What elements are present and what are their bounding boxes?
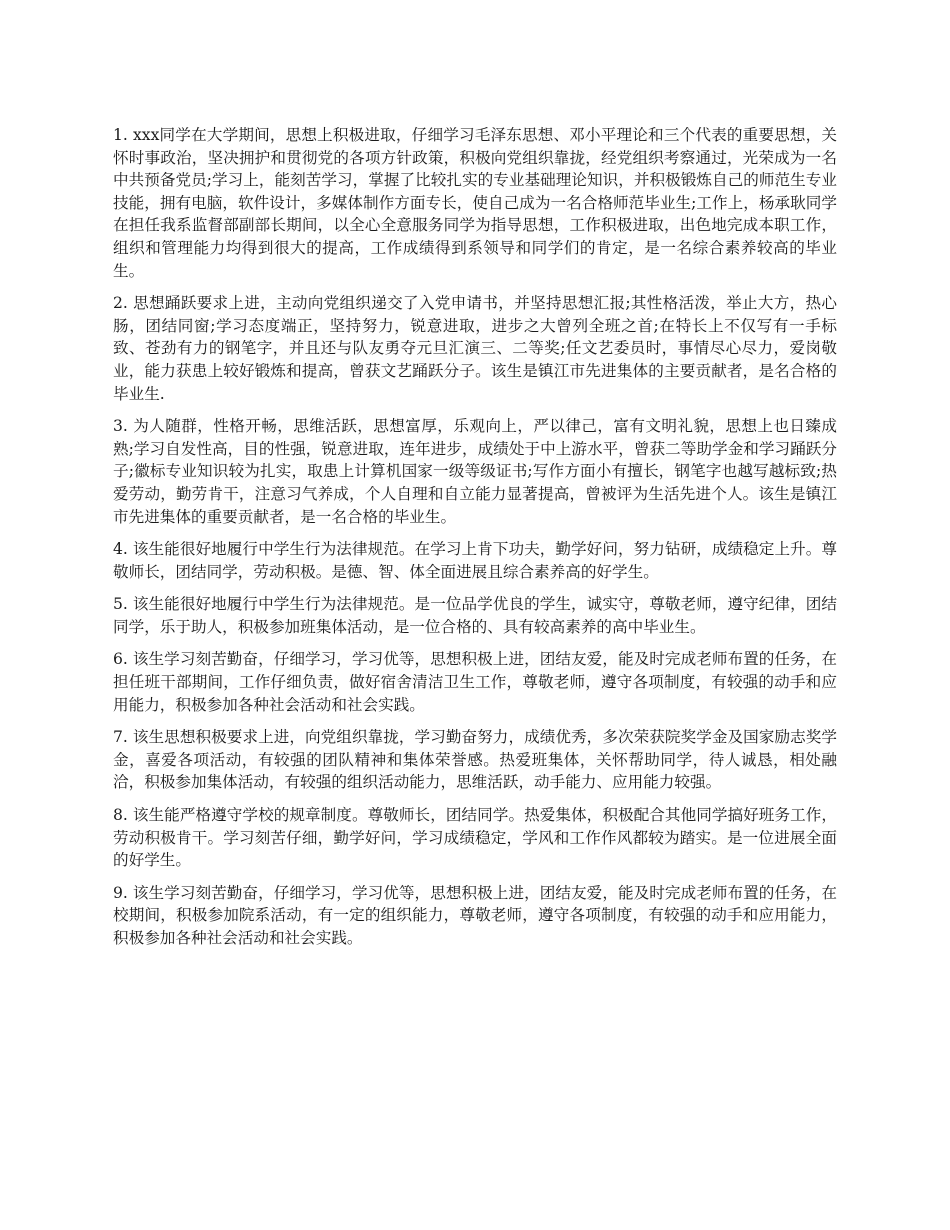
- paragraph-3: 3. 为人随群，性格开畅，思维活跃，思想富厚，乐观向上，严以律己，富有文明礼貌，思想上也日臻成熟;学习自发性高，目的性强，锐意进取，连年进步，成绩处于中上游水平，曾获二等助学金和学习踊跃分子;徽标专业知识较为扎实，取患上计算机国家一级等级证书;写作方面小有擅长，钢笔字也越写越标致;热爱劳动，勤劳肯干，注意习气养成，个人自理和自立能力显著提高，曾被评为生活先进个人。该生是镇江市先进集体的重要贡献者，是一名合格的毕业生。: [113, 417, 837, 526]
- paragraph-6: 6. 该生学习刻苦勤奋，仔细学习，学习优等，思想积极上进，团结友爱，能及时完成老师布置的任务，在担任班干部期间，工作仔细负责，做好宿舍清洁卫生工作，尊敬老师，遵守各项制度，有较强的动手和应用能力，积极参加各种社会活动和社会实践。: [113, 650, 837, 714]
- document-body: [113, 124, 837, 960]
- paragraph-5: 5. 该生能很好地履行中学生行为法律规范。是一位品学优良的学生，诚实守，尊敬老师，遵守纪律，团结同学，乐于助人，积极参加班集体活动，是一位合格的、具有较高素养的高中毕业生。: [113, 595, 837, 636]
- paragraph-1: 1. xxx同学在大学期间，思想上积极进取，仔细学习毛泽东思想、邓小平理论和三个代表的重要思想，关怀时事政治，坚决拥护和贯彻党的各项方针政策，积极向党组织靠拢，经党组织考察通过，光荣成为一名中共预备党员;学习上，能刻苦学习，掌握了比较扎实的专业基础理论知识，并积极锻炼自己的师范生专业技能，拥有电脑，软件设计，多媒体制作方面专长，使自己成为一名合格师范毕业生;工作上，杨承耿同学在担任我系监督部副部长期间，以全心全意服务同学为指导思想，工作积极进取，出色地完成本职工作，组织和管理能力均得到很大的提高，工作成绩得到系领导和同学们的肯定，是一名综合素养较高的毕业生。: [113, 126, 837, 280]
- paragraph-4: 4. 该生能很好地履行中学生行为法律规范。在学习上肯下功夫，勤学好问，努力钻研，成绩稳定上升。尊敬师长，团结同学，劳动积极。是德、智、体全面进展且综合素养高的好学生。: [113, 540, 837, 581]
- paragraph-2: 2. 思想踊跃要求上进，主动向党组织递交了入党申请书，并坚持思想汇报;其性格活泼，举止大方，热心肠，团结同窗;学习态度端正，坚持努力，锐意进取，进步之大曾列全班之首;在特长上不仅写有一手标致、苍劲有力的钢笔字，并且还与队友勇夺元旦汇演三、二等奖;任文艺委员时，事情尽心尽力，爱岗敬业，能力获患上较好锻炼和提高，曾获文艺踊跃分子。该生是镇江市先进集体的主要贡献者，是名合格的毕业生.: [113, 294, 837, 403]
- paragraph-8: 8. 该生能严格遵守学校的规章制度。尊敬师长，团结同学。热爱集体，积极配合其他同学搞好班务工作，劳动积极肯干。学习刻苦仔细，勤学好问，学习成绩稳定，学风和工作作风都较为踏实。是一位进展全面的好学生。: [113, 806, 837, 870]
- paragraph-9: 9. 该生学习刻苦勤奋，仔细学习，学习优等，思想积极上进，团结友爱，能及时完成老师布置的任务，在校期间，积极参加院系活动，有一定的组织能力，尊敬老师，遵守各项制度，有较强的动手和应用能力，积极参加各种社会活动和社会实践。: [113, 883, 837, 947]
- paragraph-7: 7. 该生思想积极要求上进，向党组织靠拢，学习勤奋努力，成绩优秀，多次荣获院奖学金及国家励志奖学金，喜爱各项活动，有较强的团队精神和集体荣誉感。热爱班集体，关怀帮助同学，待人诚恳，相处融洽，积极参加集体活动，有较强的组织活动能力，思维活跃，动手能力、应用能力较强。: [113, 728, 837, 792]
